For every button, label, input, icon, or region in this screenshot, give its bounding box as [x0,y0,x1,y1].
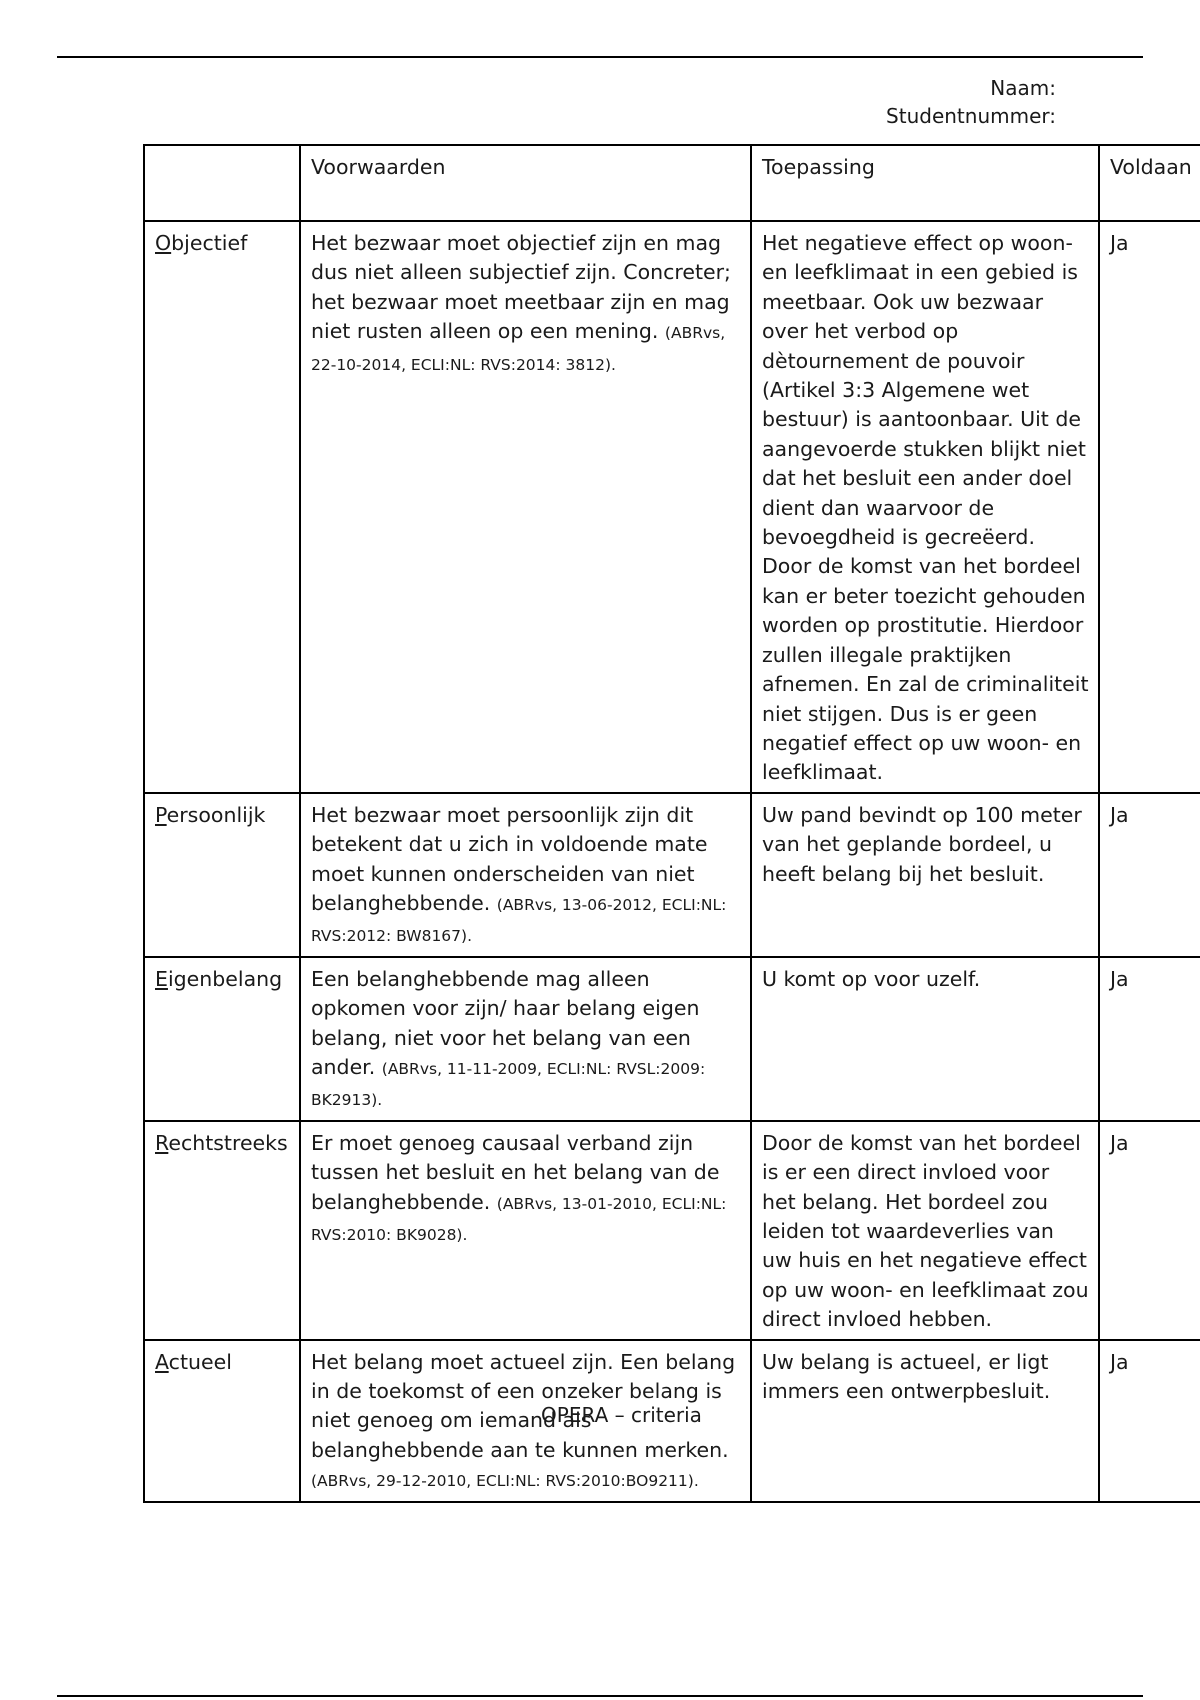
table-row-objectief [144,221,1200,793]
condition-text: Het bezwaar moet persoonlijk zijn dit betekent dat u zich in voldoende mate moet kunnen onderscheiden van niet belanghebbende. [311,802,708,915]
met-cell: Ja [1099,1340,1200,1502]
table-row-rechtstreeks [144,1121,1200,1340]
condition-cell [300,1121,751,1340]
case-reference: (ABRvs, 13-01-2010, ECLI:NL: RVS:2010: BK9028). [311,1194,727,1244]
student-number-label: Studentnummer: [886,104,1056,128]
application-cell: Uw pand bevindt op 100 meter van het geplande bordeel, u heeft belang bij het besluit. [751,793,1099,957]
table-caption: OPERA – criteria [541,1403,702,1427]
condition-cell [300,793,751,957]
condition-cell [300,957,751,1121]
name-label: Naam: [990,76,1056,100]
table-row-persoonlijk [144,793,1200,957]
application-cell: U komt op voor uzelf. [751,957,1099,1121]
header-rule [57,56,1143,58]
criterion-cell [144,957,300,1121]
column-header-met: Voldaan [1099,145,1200,221]
met-cell: Ja [1099,793,1200,957]
criterion-initial: E [155,966,168,991]
application-cell: Door de komst van het bordeel is er een direct invloed voor het belang. Het bordeel zou leiden tot waardeverlies van uw huis en het negatieve effect op uw woon- en leefklimaat zou direct invloed hebben. [751,1121,1099,1340]
case-reference: (ABRvs, 22-10-2014, ECLI:NL: RVS:2014: 3812). [311,324,726,374]
met-cell: Ja [1099,1121,1200,1340]
table-header-row [144,145,1200,221]
condition-cell [300,221,751,793]
condition-text: Het bezwaar moet objectief zijn en mag dus niet alleen subjectief zijn. Concreter; het bezwaar moet meetbaar zijn en mag niet rusten alleen op een mening. [311,231,731,344]
case-reference: (ABRvs, 13-06-2012, ECLI:NL: RVS:2012: BW8167). [311,895,727,946]
criterion-name-rest: igenbelang [167,966,283,991]
condition-text: Er moet genoeg causaal verband zijn tussen het besluit en het belang van de belanghebbende. [311,1130,720,1214]
criterion-initial: R [155,1130,169,1155]
criterion-initial: O [155,231,172,255]
student-info [886,74,1056,130]
criterion-name-rest: bjectief [171,231,248,255]
case-reference: (ABRvs, 11-11-2009, ECLI:NL: RVSL:2009: BK2913). [311,1059,706,1110]
application-cell: Uw belang is actueel, er ligt immers een ontwerpbesluit. [751,1340,1099,1502]
criterion-cell [144,793,300,957]
column-header-criterion [144,145,300,221]
met-cell: Ja [1099,957,1200,1121]
criterion-initial: A [155,1349,169,1374]
criterion-cell [144,221,300,793]
column-header-conditions: Voorwaarden [300,145,751,221]
case-reference: (ABRvs, 29-12-2010, ECLI:NL: RVS:2010:BO9211). [311,1472,699,1491]
table-row-eigenbelang [144,957,1200,1121]
condition-text: Het belang moet actueel zijn. Een belang in de toekomst of een onzeker belang is niet genoeg om iemand als belanghebbende aan te kunnen merken. [311,1349,736,1462]
criterion-cell [144,1121,300,1340]
condition-text: Een belanghebbende mag alleen opkomen voor zijn/ haar belang eigen belang, niet voor het belang van een ander. [311,966,700,1079]
criterion-name-rest: ersoonlijk [166,802,266,827]
footer-rule [57,1695,1143,1697]
met-cell: Ja [1099,221,1200,793]
application-cell: Het negatieve effect op woon- en leefklimaat in een gebied is meetbaar. Ook uw bezwaar over het verbod op dètournement de pouvoir (Artikel 3:3 Algemene wet bestuur) is aantoonbaar. Uit de aangevoerde stukken blijkt niet dat het besluit een ander doel dient dan waarvoor de bevoegdheid is gecreëerd. Door de komst van het bordeel kan er beter toezicht gehouden worden op prostitutie. Hierdoor zullen illegale praktijken afnemen. En zal de criminaliteit niet stijgen. Dus is er geen negatief effect op uw woon- en leefklimaat. [751,221,1099,793]
criterion-name-rest: ctueel [168,1349,232,1374]
column-header-application: Toepassing [751,145,1099,221]
criterion-initial: P [155,802,167,827]
opera-criteria-table [143,144,1200,1503]
criterion-name-rest: echtstreeks [168,1130,288,1155]
